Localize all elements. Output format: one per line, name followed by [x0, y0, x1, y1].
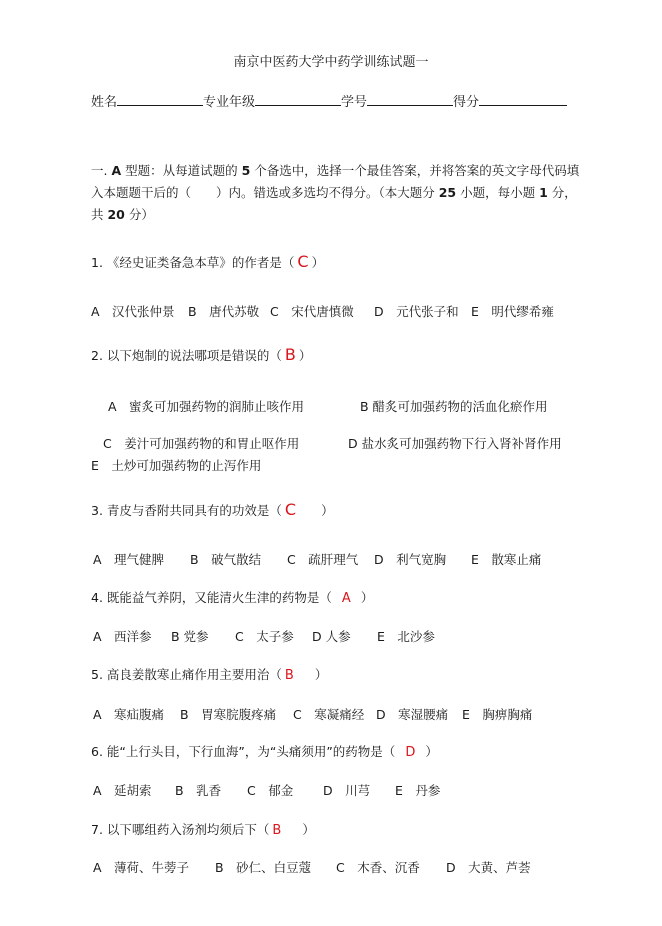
option: C 寒凝痛经 [293, 707, 365, 722]
stem-text: ） [311, 255, 325, 270]
question-stem [91, 742, 438, 760]
option: B 乳香 [175, 783, 222, 798]
student-info-row [91, 91, 567, 110]
option: B 醋炙可加强药物的活血化瘀作用 [360, 399, 548, 414]
question-stem [91, 345, 311, 364]
intro-text: 个备选中，选择一个最佳答案，并将答案的英文字母代码填入本题题干后的（ ）内。错选或多选均不得分。（本大题分 [91, 163, 580, 200]
intro-bold: 1 [539, 185, 548, 200]
stem-text: 2. 以下炮制的说法哪项是错误的（ [91, 348, 282, 363]
stem-text: 3. 青皮与香附共同具有的功效是（ [91, 503, 282, 518]
intro-bold: 25 [438, 185, 457, 200]
option: C 姜汁可加强药物的和胃止呕作用 [103, 436, 300, 451]
option: D 川芎 [323, 783, 371, 798]
answer-mark: A [341, 591, 351, 606]
option: B 破气散结 [190, 552, 262, 567]
stem-text: 5. 高良姜散寒止痛作用主要用治（ [91, 667, 282, 682]
option: A 汉代张仲景 [91, 304, 175, 319]
answer-mark: B [272, 823, 282, 838]
option: C 郁金 [247, 783, 294, 798]
question-stem [91, 665, 327, 683]
answer-mark: C [297, 252, 309, 271]
option: E 胸痹胸痛 [462, 707, 533, 722]
stem-text: 7. 以下哪组药入汤剂均须后下（ [91, 822, 270, 837]
name-blank[interactable] [117, 91, 203, 106]
option: C 木香、沉香 [336, 860, 420, 875]
option: A 西洋参 [93, 629, 152, 644]
option: C 疏肝理气 [287, 552, 359, 567]
name-label: 姓名 [91, 95, 118, 110]
score-blank[interactable] [479, 91, 567, 106]
major-label: 专业年级 [203, 95, 256, 110]
stem-text: 6. 能“上行头目，下行血海”，为“头痛须用”的药物是（ [91, 744, 396, 759]
option: D 大黄、芦荟 [446, 860, 531, 875]
answer-mark: D [405, 745, 416, 760]
stem-text: ） [360, 590, 374, 605]
option: B 党参 [171, 629, 209, 644]
option: C 宋代唐慎微 [270, 304, 354, 319]
major-blank[interactable] [255, 91, 341, 106]
question-stem [91, 500, 334, 519]
option: A 延胡索 [93, 783, 152, 798]
question-stem [91, 252, 324, 271]
option: A 寒疝腹痛 [93, 707, 165, 722]
section-instructions [91, 160, 581, 226]
intro-bold: A [111, 163, 122, 178]
stem-text: 1. 《经史证类备急本草》的作者是（ [91, 255, 295, 270]
stem-text: ） [302, 822, 315, 837]
option: D 盐水炙可加强药物下行入肾补肾作用 [348, 436, 562, 451]
option: E 土炒可加强药物的止泻作用 [91, 458, 262, 473]
question-stem [91, 588, 373, 606]
option: D 人参 [312, 629, 351, 644]
stem-text: 4. 既能益气养阴，又能清火生津的药物是（ [91, 590, 332, 605]
option: D 寒湿腰痛 [376, 707, 449, 722]
intro-bold: 20 [107, 207, 125, 222]
intro-bold: 5 [241, 163, 251, 178]
student-id-label: 学号 [341, 95, 368, 110]
option: E 明代缪希雍 [471, 304, 554, 319]
intro-text: 一. [91, 163, 112, 178]
option: B 唐代苏敬 [188, 304, 260, 319]
answer-mark: B [284, 345, 296, 364]
option: E 散寒止痛 [471, 552, 542, 567]
intro-text: 分，共 [91, 185, 577, 222]
option: B 胃寒脘腹疼痛 [180, 707, 277, 722]
stem-text: ） [314, 667, 328, 682]
stem-text: ） [321, 503, 334, 518]
option: A 蜜炙可加强药物的润肺止咳作用 [108, 399, 305, 414]
option: E 丹参 [395, 783, 441, 798]
option: E 北沙参 [377, 629, 435, 644]
answer-mark: C [284, 500, 297, 519]
intro-text: 分） [124, 207, 154, 222]
answer-mark: B [284, 668, 294, 683]
score-label: 得分 [453, 95, 480, 110]
student-id-blank[interactable] [367, 91, 453, 106]
option: B 砂仁、白豆蔻 [215, 860, 312, 875]
option: C 太子参 [235, 629, 294, 644]
intro-text: 型题：从每道试题的 [121, 163, 242, 178]
option: A 薄荷、牛蒡子 [93, 860, 190, 875]
stem-text: ） [425, 744, 438, 759]
stem-text: ） [298, 348, 312, 363]
option: A 理气健脾 [93, 552, 165, 567]
exam-title: 南京中医药大学中药学训练试题一 [233, 55, 429, 70]
intro-text: 小题，每小题 [456, 185, 540, 200]
question-stem [91, 820, 315, 838]
option: D 元代张子和 [374, 304, 459, 319]
option: D 利气宽胸 [374, 552, 447, 567]
